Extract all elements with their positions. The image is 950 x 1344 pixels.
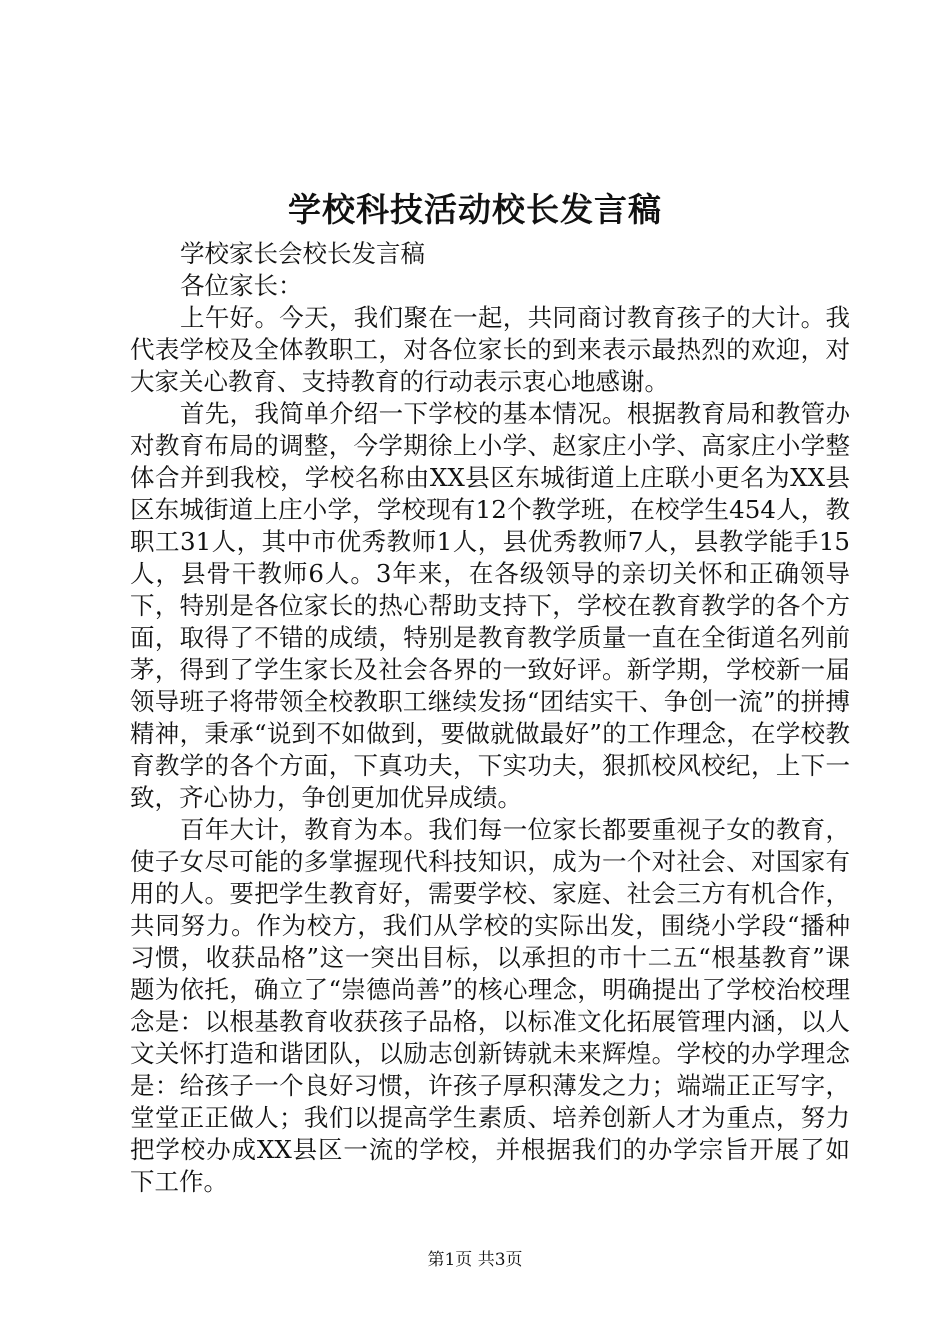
document-title: 学校科技活动校长发言稿 <box>288 190 662 229</box>
paragraph-school-overview: 首先，我简单介绍一下学校的基本情况。根据教育局和教管办对教育布局的调整，今学期徐上小学、赵家庄小学、高家庄小学整体合并到我校，学校名称由XX县区东城街道上庄联小更名为XX县区东城街道上庄小学，学校现有12个教学班，在校学生454人，教职工31人，其中市优秀教师1人，县优秀教师7人，县教学能手15人，县骨干教师6人。3年来，在各级领导的亲切关怀和正确领导下，特别是各位家长的热心帮助支持下，学校在教育教学的各个方面，取得了不错的成绩，特别是教育教学质量一直在全街道名列前茅，得到了学生家长及社会各界的一致好评。新学期，学校新一届领导班子将带领全校教职工继续发扬“团结实干、争创一流”的拼搏精神，秉承“说到不如做到，要做就做最好”的工作理念，在学校教育教学的各个方面，下真功夫，下实功夫，狠抓校风校纪，上下一致，齐心协力，争创更加优异成绩。 <box>130 399 850 812</box>
page-footer: 第1页 共3页 <box>427 1250 523 1270</box>
paragraph-greeting: 上午好。今天，我们聚在一起，共同商讨教育孩子的大计。我代表学校及全体教职工，对各位家长的到来表示最热烈的欢迎，对大家关心教育、支持教育的行动表示衷心地感谢。 <box>130 303 850 396</box>
document-body <box>130 238 850 1198</box>
paragraph-education-philosophy: 百年大计，教育为本。我们每一位家长都要重视子女的教育，使子女尽可能的多掌握现代科技知识，成为一个对社会、对国家有用的人。要把学生教育好，需要学校、家庭、社会三方有机合作，共同努力。作为校方，我们从学校的实际出发，围绕小学段“播种习惯，收获品格”这一突出目标，以承担的市十二五“根基教育”课题为依托，确立了“崇德尚善”的核心理念，明确提出了学校治校理念是：以根基教育收获孩子品格，以标准文化拓展管理内涵，以人文关怀打造和谐团队，以励志创新铸就未来辉煌。学校的办学理念是：给孩子一个良好习惯，许孩子厚积薄发之力；端端正正写字，堂堂正正做人；我们以提高学生素质、培养创新人才为重点，努力把学校办成XX县区一流的学校，并根据我们的办学宗旨开展了如下工作。 <box>130 815 850 1196</box>
subtitle-line: 学校家长会校长发言稿 <box>180 239 425 268</box>
salutation-line: 各位家长： <box>180 271 303 300</box>
